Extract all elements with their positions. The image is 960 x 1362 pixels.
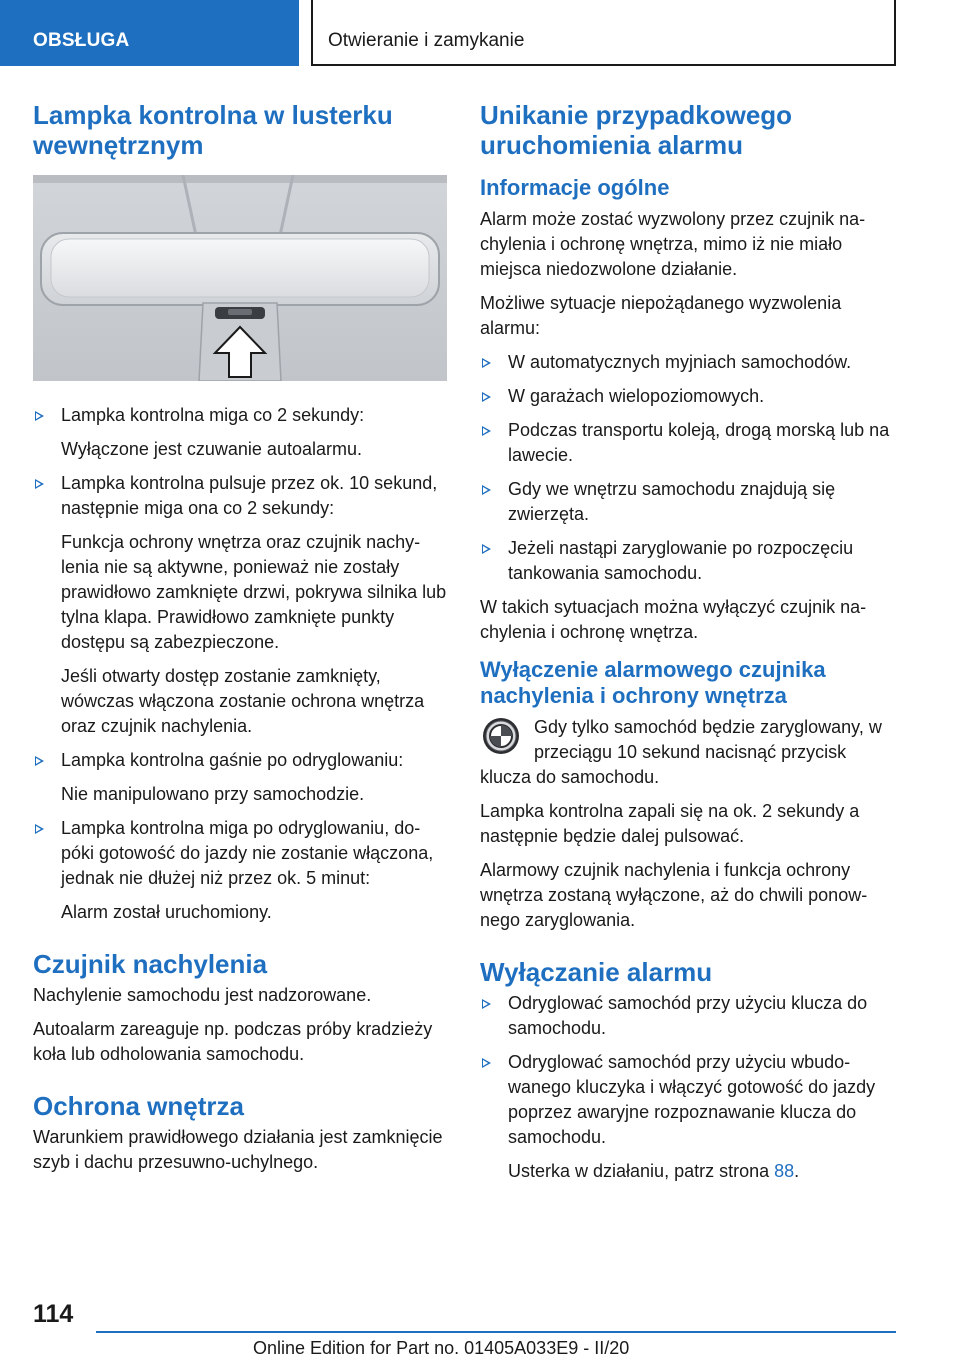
triangle-bullet-icon (482, 358, 491, 368)
tilt-sensor-text: Nachylenie samochodu jest nadzorowane. (33, 985, 372, 1005)
disable-alarm-list (480, 991, 896, 1184)
indicator-list (33, 403, 447, 925)
page-reference-link[interactable]: 88 (774, 1161, 795, 1181)
list-item: Lampka kontrolna miga co 2 sekundy: Wyłączone jest czuwanie autoalarmu. (33, 403, 447, 462)
false-alarm-list (480, 350, 896, 586)
list-item: Jeżeli nastąpi zaryglowanie po rozpoczęciu tankowania samochodu. (480, 536, 896, 586)
list-item: Lampka kontrolna miga po odryglowaniu, dopóki gotowość do jazdy nie zostanie włączona, jednak nie dłużej niż przez ok. 5 minut: Alarm został uruchomiony. (33, 816, 447, 925)
bmw-key-fob-icon (482, 717, 520, 755)
list-item: W automatycznych myjniach samochodów. (480, 350, 896, 375)
list-item: Gdy we wnętrzu samochodu znajdują się zwierzęta. (480, 477, 896, 527)
general-info-text: Możliwe sytuacje niepożądanego wyzwolenia alarmu: (480, 293, 842, 338)
disable-sensor-text: Lampka kontrolna zapali się na ok. 2 sekundy a następnie będzie dalej pulsować. (480, 801, 860, 846)
triangle-bullet-icon (482, 392, 491, 402)
triangle-bullet-icon (35, 411, 44, 421)
list-item: Lampka kontrolna pulsuje przez ok. 10 sekund, następnie miga ona co 2 sekundy: Funkcja ochrony wnętrza oraz czujnik nachylenia nie są aktywne, ponieważ nie zostały prawidłowo zamknięte drzwi, pokrywa silnika lub tylna klapa. Prawidłowo zamknięte punkty dostępu są zabezpieczone. Jeśli otwarty dostęp zostanie zamknięty, wówczas włączona zostanie ochrona wnętrza oraz czujnik nachylenia. (33, 471, 447, 739)
tilt-sensor-heading: Czujnik nachylenia (33, 949, 268, 979)
list-item: W garażach wielopoziomowych. (480, 384, 896, 409)
list-item: Podczas transportu koleją, drogą morską lub na lawecie. (480, 418, 896, 468)
triangle-bullet-icon (482, 1058, 491, 1068)
page-number: 114 (33, 1300, 74, 1328)
avoid-alarm-heading: Unikanie przypadkowego uruchomienia alarmu (480, 100, 793, 160)
footer-edition: Online Edition for Part no. 01405A033E9 - II/20 (253, 1338, 630, 1358)
tilt-sensor-text: Autoalarm zareaguje np. podczas próby kradzieży koła lub odholowania samochodu. (33, 1019, 433, 1064)
disable-sensor-text: Gdy tylko samochód będzie zaryglowany, w przeciągu 10 sekund nacisnąć przycisk klucza do samochodu. (480, 717, 882, 787)
mirror-indicator-heading: Lampka kontrolna w lusterku wewnętrznym (33, 100, 393, 160)
interior-protection-heading: Ochrona wnętrza (33, 1091, 244, 1121)
disable-sensor-text: Alarmowy czujnik nachylenia i funkcja ochrony wnętrza zostaną wyłączone, aż do chwili ponownego zaryglowania. (480, 860, 868, 930)
triangle-bullet-icon (482, 426, 491, 436)
disable-sensor-heading: Wyłączenie alarmowego czujnika nachylenia i ochrony wnętrza (480, 657, 826, 708)
right-column (480, 100, 896, 1193)
rearview-mirror-illustration (33, 175, 447, 381)
section-title: OBSŁUGA (33, 30, 130, 51)
chapter-title: Otwieranie i zamykanie (328, 30, 525, 51)
interior-protection-text: Warunkiem prawidłowego działania jest zamknięcie szyb i dachu przesuwno-uchylnego. (33, 1127, 443, 1172)
triangle-bullet-icon (482, 999, 491, 1009)
general-info-text: W takich sytuacjach można wyłączyć czujnik nachylenia i ochronę wnętrza. (480, 597, 867, 642)
triangle-bullet-icon (35, 756, 44, 766)
mirror-drawing (33, 175, 447, 381)
footer-rule (96, 1331, 896, 1333)
general-info-text: Alarm może zostać wyzwolony przez czujnik nachylenia i ochronę wnętrza, mimo iż nie miało miejsca niedozwolone działanie. (480, 209, 866, 279)
triangle-bullet-icon (482, 485, 491, 495)
list-item: Lampka kontrolna gaśnie po odryglowaniu: Nie manipulowano przy samochodzie. (33, 748, 447, 807)
triangle-bullet-icon (35, 479, 44, 489)
chapter-header (311, 0, 896, 66)
triangle-bullet-icon (482, 544, 491, 554)
list-item: Odryglować samochód przy użyciu wbudowanego kluczyka i włączyć gotowość do jazdy poprzez awaryjne rozpoznawanie klucza do samochodu. Usterka w działaniu, patrz strona 88. (480, 1050, 896, 1184)
section-tab (0, 0, 299, 66)
left-column (33, 100, 447, 1184)
triangle-bullet-icon (35, 824, 44, 834)
disable-alarm-heading: Wyłączanie alarmu (480, 957, 713, 987)
general-info-heading: Informacje ogólne (480, 175, 670, 200)
list-item: Odryglować samochód przy użyciu klucza do samochodu. (480, 991, 896, 1041)
